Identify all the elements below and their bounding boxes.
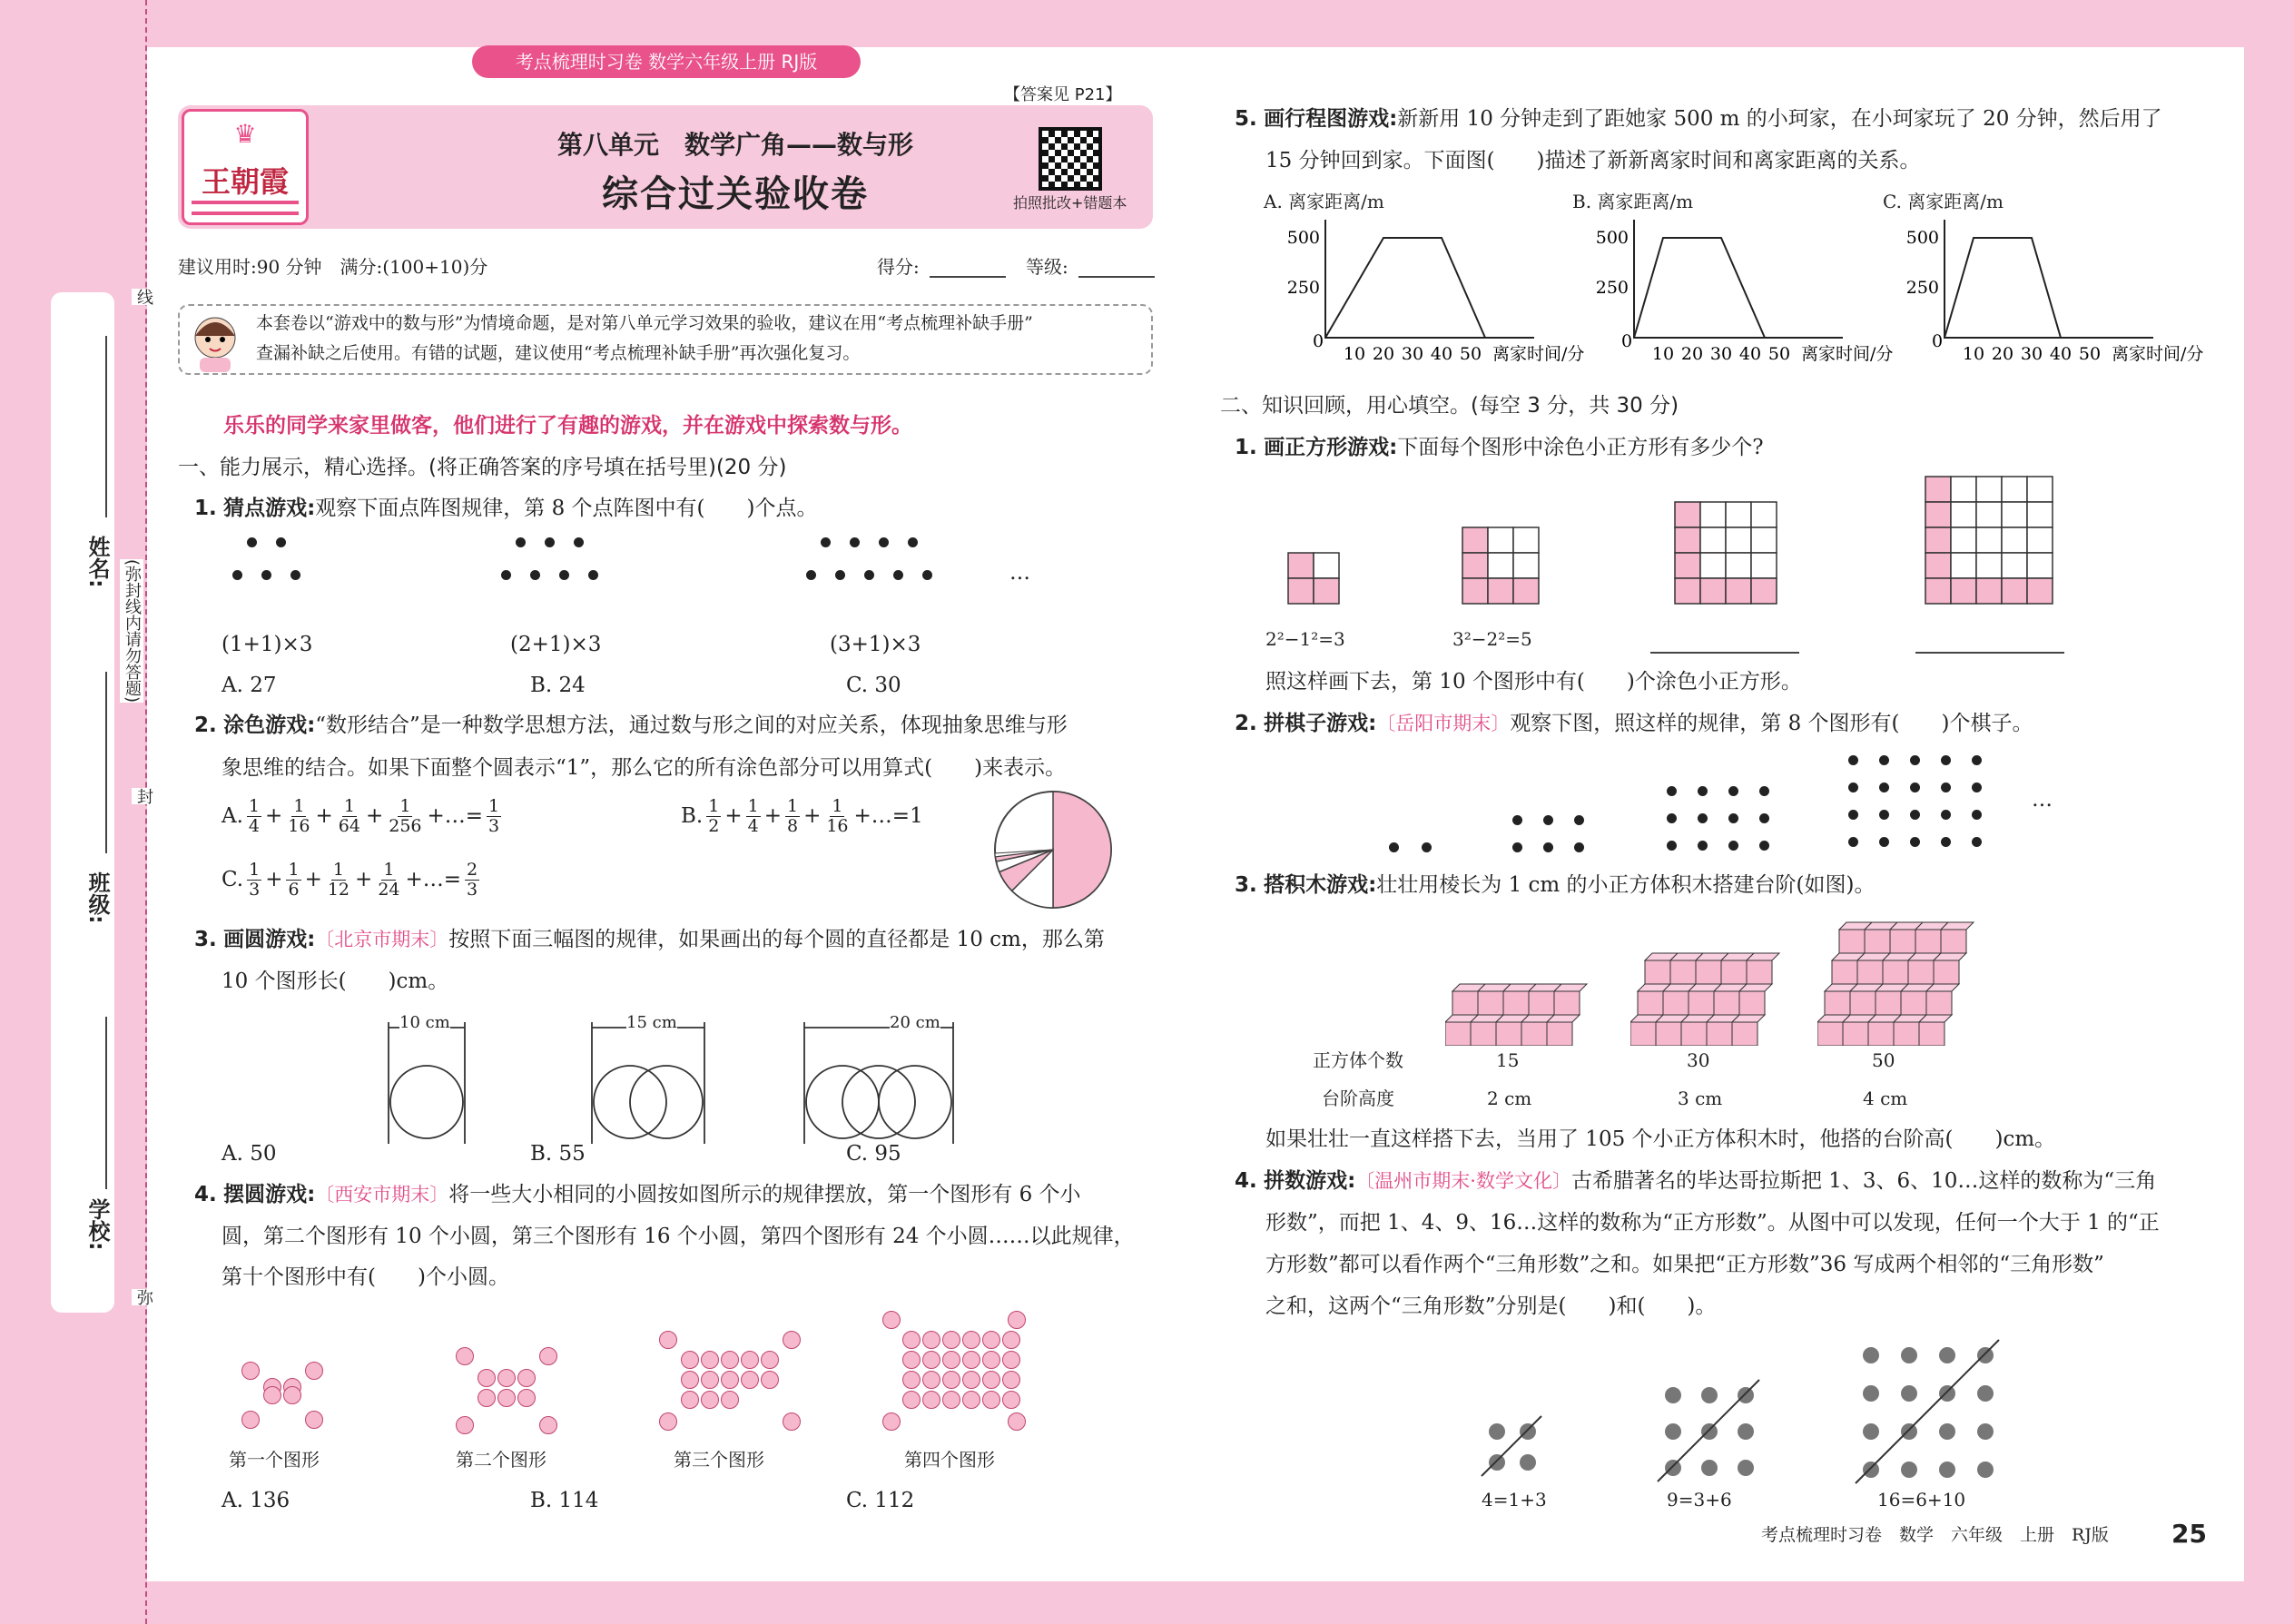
scene-text: 乐乐的同学来家里做客，他们进行了有趣的游戏，并在游戏中探索数与形。 (223, 414, 912, 438)
f2-dot (1728, 841, 1738, 851)
q4-circle (1002, 1391, 1020, 1409)
q5-xtick: 50 (1459, 344, 1482, 364)
q4-circle (962, 1331, 980, 1349)
f2-dot (1543, 815, 1553, 825)
q5-line (1325, 238, 1485, 338)
seal-line (145, 0, 147, 1624)
f2-dot (1698, 786, 1708, 796)
q1-dot (559, 570, 569, 580)
f3-stem: 3. 搭积木游戏:壮壮用棱长为 1 cm 的小正方体积木搭建台阶(如图)。 (1235, 873, 1876, 897)
q3-line-1: 3. 画圆游戏:〔北京市期末〕按照下面三幅图的规律，如果画出的每个圆的直径都是 10 cm，那么第 (194, 928, 1105, 951)
q4-line-3: 第十个图形中有( )个小圆。 (222, 1265, 509, 1289)
class-line (105, 672, 107, 853)
f2-dot (1759, 813, 1769, 823)
q5-xtick: 20 (1372, 344, 1395, 364)
q4-option-c[interactable]: C. 112 (846, 1489, 915, 1512)
q4-circle (497, 1369, 516, 1387)
f2-dot (1848, 782, 1858, 792)
q5-xtick: 50 (2078, 344, 2102, 364)
q4-circle (902, 1371, 921, 1389)
grade-field[interactable] (1078, 276, 1155, 278)
q1-dot (290, 570, 300, 580)
footer-text: 考点梳理时习卷 数学 六年级 上册 RJ版 (1761, 1525, 2109, 1545)
qr-caption: 拍照批改+错题本 (1013, 194, 1127, 212)
f2-dot (1910, 837, 1920, 847)
f2-dot (1972, 837, 1982, 847)
q4-circle (902, 1351, 921, 1369)
q1-option-a[interactable]: A. 27 (222, 674, 277, 697)
f1-grid (1925, 476, 2053, 605)
f2-dot (1848, 837, 1858, 847)
q1-dot (232, 570, 242, 580)
q1-dot (922, 570, 932, 580)
q4-label-2: 第二个图形 (456, 1449, 546, 1471)
f1-blank-3[interactable] (1650, 652, 1799, 654)
f2-dot (1759, 786, 1769, 796)
f3-row-height-label: 台阶高度 (1322, 1088, 1394, 1109)
f4-diagonal (1852, 1336, 2003, 1487)
q5-ytick: 500 (1905, 228, 1939, 248)
f2-dot (1941, 837, 1951, 847)
q4-circle (1008, 1311, 1026, 1329)
f4-diagonal (1478, 1412, 1545, 1480)
q5-ytick: 500 (1595, 228, 1629, 248)
f2-dot (1848, 755, 1858, 765)
q1-dot (545, 537, 555, 547)
intro-line-2: 查漏补缺之后使用。有错的试题，建议使用“考点梳理补缺手册”再次强化复习。 (256, 343, 861, 363)
f2-dot (1910, 782, 1920, 792)
f4-eq-3: 16=6+10 (1877, 1489, 1966, 1511)
q5-line-2: 15 分钟回到家。下面图( )描述了新新离家时间和离家距离的关系。 (1265, 149, 1921, 172)
f2-dot (1972, 782, 1982, 792)
f2-dot (1512, 815, 1522, 825)
f2-dot (1879, 837, 1889, 847)
f3-answer-line: 如果壮壮一直这样搭下去，当用了 105 个小正方体积木时，他搭的台阶高( )cm。 (1265, 1127, 2056, 1151)
q5-chart-ylabel: C. 离家距离/m (1883, 191, 2004, 212)
f3-count-3: 50 (1872, 1049, 1895, 1071)
q1-dot (893, 570, 903, 580)
q4-circle (305, 1362, 323, 1380)
q5-ytick: 250 (1905, 278, 1939, 298)
q1-dot (821, 537, 831, 547)
name-label: 姓名: (84, 536, 110, 588)
q2-line-1: 2. 涂色游戏:“数形结合”是一种数学思想方法，通过数与形之间的对应关系，体现抽象思维与形 (194, 714, 1068, 737)
q4-circle (962, 1391, 980, 1409)
logo-stripes (192, 201, 299, 215)
f2-dot (1879, 782, 1889, 792)
q4-circle (701, 1371, 719, 1389)
q4-circle (1008, 1412, 1026, 1431)
q1-dot (574, 537, 584, 547)
q4-circle (942, 1331, 960, 1349)
q4-circle (263, 1386, 281, 1404)
q4-circle (721, 1391, 739, 1409)
logo-text: 王朝霞 (201, 164, 289, 199)
q1-stem: 1. 猜点游戏:观察下面点阵图规律，第 8 个点阵图中有( )个点。 (194, 497, 818, 520)
q4-circle (902, 1391, 921, 1409)
q4-circle (659, 1331, 677, 1349)
q1-label-1: (1+1)×3 (222, 633, 313, 656)
f2-dot (1543, 842, 1553, 852)
q5-chart-a (1253, 212, 1598, 367)
q4-circle (783, 1331, 801, 1349)
q4-circle (681, 1351, 699, 1369)
q4-circle (721, 1351, 739, 1369)
q4-circle (761, 1351, 779, 1369)
q4-circle (701, 1351, 719, 1369)
q1-dot (850, 537, 860, 547)
f3-height-3: 4 cm (1863, 1088, 1908, 1109)
q5-xtick: 10 (1343, 344, 1366, 364)
q4-circle (741, 1371, 759, 1389)
f2-dot (1574, 842, 1584, 852)
f2-dot (1667, 786, 1677, 796)
f2-dot (1512, 842, 1522, 852)
q4-line-1: 4. 摆圆游戏:〔西安市期末〕将一些大小相同的小圆按如图所示的规律摆放，第一个图形有 6 个小 (194, 1183, 1081, 1206)
seal-notice: (弥封线内请勿答题) (120, 559, 143, 703)
f4-line-3: 方形数”都可以看作两个“三角形数”之和。如果把“正方形数”36 写成两个相邻的“三角形数” (1265, 1253, 2104, 1276)
f4-line-1: 4. 拼数游戏:〔温州市期末·数学文化〕古希腊著名的毕达哥拉斯把 1、3、6、10…这样的数称为“三角 (1235, 1169, 2157, 1193)
q4-circle (783, 1412, 801, 1431)
q5-chart-b (1561, 212, 1906, 367)
q1-dot (530, 570, 540, 580)
q5-xtick: 40 (1430, 344, 1453, 364)
f1-answer-line: 照这样画下去，第 10 个图形中有( )个涂色小正方形。 (1265, 670, 1802, 694)
f2-dot (1698, 813, 1708, 823)
q1-dot (588, 570, 598, 580)
name-line (105, 336, 107, 517)
q4-circle (478, 1369, 496, 1387)
q1-dot (501, 570, 511, 580)
q4-circle (982, 1351, 1000, 1369)
f2-dot (1667, 841, 1677, 851)
f1-grid (1674, 501, 1777, 605)
time-info: 建议用时:90 分钟 满分:(100+10)分 (178, 256, 488, 278)
f2-dot (1389, 842, 1399, 852)
f1-blank-4[interactable] (1915, 652, 2064, 654)
q1-dot (879, 537, 889, 547)
f1-grid (1462, 527, 1540, 605)
q4-line-2: 圆，第二个图形有 10 个小圆，第三个图形有 16 个小圆，第四个图形有 24 个小圆……以此规律， (222, 1225, 1135, 1248)
q4-circle (517, 1369, 536, 1387)
school-line (105, 1017, 107, 1189)
q4-circle (456, 1416, 474, 1434)
q4-circle (922, 1331, 940, 1349)
q5-xtick: 50 (1767, 344, 1791, 364)
q1-label-2: (2+1)×3 (510, 633, 602, 656)
section-2-title: 二、知识回顾，用心填空。(每空 3 分，共 30 分) (1220, 394, 1679, 418)
f1-eq-1: 2²−1²=3 (1265, 628, 1345, 650)
f2-stem: 2. 拼棋子游戏:〔岳阳市期末〕观察下图，照这样的规律，第 8 个图形有( )个棋子。 (1235, 712, 2033, 735)
f2-dot (1422, 842, 1432, 852)
series-banner: 考点梳理时习卷 数学六年级上册 RJ版 (472, 45, 861, 78)
q4-circle (882, 1311, 901, 1329)
q5-chart-ylabel: A. 离家距离/m (1264, 191, 1384, 212)
q4-circle (305, 1411, 323, 1429)
q2-option-c[interactable]: C. 1 3 + $\frac{1}{6}$ + $\frac{1}{12}$ + $\frac{1}{24}$ +…= $\frac{2}{3}$ (222, 860, 478, 900)
q4-circle (962, 1371, 980, 1389)
q3-line-2: 10 个图形长( )cm。 (222, 969, 449, 993)
q1-option-c[interactable]: C. 30 (846, 674, 901, 697)
page-number: 25 (2171, 1519, 2207, 1549)
q4-circle (922, 1351, 940, 1369)
q2-option-b[interactable]: B. 1 2 + $\frac{1}{4}$ + $\frac{1}{8}$ + $\frac{1}{16}$ +…=1 (681, 796, 923, 836)
q1-dot (864, 570, 874, 580)
q2-line-2: 象思维的结合。如果下面整个圆表示“1”，那么它的所有涂色部分可以用算式( )来表示。 (222, 756, 1067, 780)
q4-circle (241, 1411, 260, 1429)
f3-stair (1630, 891, 1812, 1046)
q4-label-4: 第四个图形 (904, 1449, 995, 1471)
q2-shaded-circle (989, 786, 1117, 913)
q5-origin: 0 (1313, 331, 1324, 351)
q4-label-3: 第三个图形 (674, 1449, 764, 1471)
q4-option-a[interactable]: A. 136 (222, 1489, 290, 1512)
f4-eq-1: 4=1+3 (1482, 1489, 1547, 1511)
q1-ellipsis: … (1009, 561, 1030, 585)
f2-dot (1728, 786, 1738, 796)
q4-circle (942, 1351, 960, 1369)
q4-circle (539, 1416, 557, 1434)
q4-circle (1002, 1371, 1020, 1389)
f2-dot (1667, 813, 1677, 823)
q5-chart-ylabel: B. 离家距离/m (1572, 191, 1694, 212)
q4-circle (539, 1347, 557, 1365)
q5-chart-c (1872, 212, 2217, 367)
f2-dot (1574, 815, 1584, 825)
q4-circle (942, 1371, 960, 1389)
q4-circle (982, 1391, 1000, 1409)
q4-circle (681, 1391, 699, 1409)
q4-circle (741, 1351, 759, 1369)
q5-xunit: 离家时间/分 (1801, 344, 1894, 364)
q4-circle (241, 1362, 260, 1380)
q1-option-b[interactable]: B. 24 (530, 674, 586, 697)
q1-dot (261, 570, 271, 580)
q4-circle (902, 1331, 921, 1349)
f3-count-2: 30 (1687, 1049, 1710, 1071)
seal-char-line: 线 (132, 289, 155, 305)
crown-icon: ♛ (233, 119, 257, 149)
f2-dot (1759, 841, 1769, 851)
q5-ytick: 250 (1595, 278, 1629, 298)
q1-dot (516, 537, 526, 547)
q4-circle (283, 1386, 301, 1404)
intro-line-1: 本套卷以“游戏中的数与形”为情境命题，是对第八单元学习效果的验收，建议在用“考点梳理补缺手册” (256, 313, 1033, 333)
f2-dot (1879, 810, 1889, 820)
q4-circle (517, 1389, 536, 1407)
q4-option-b[interactable]: B. 114 (530, 1489, 599, 1512)
score-label: 得分: (877, 256, 920, 278)
q5-line (1944, 238, 2061, 338)
school-label: 学校: (84, 1198, 110, 1251)
q3-dim-2: 15 cm (626, 1013, 677, 1032)
q1-dot (806, 570, 816, 580)
f2-dot (1910, 810, 1920, 820)
brand-logo (182, 109, 309, 225)
q5-ytick: 250 (1286, 278, 1320, 298)
q4-circle (982, 1331, 1000, 1349)
q3-option-b[interactable]: B. 55 (530, 1142, 586, 1166)
f1-grid (1287, 552, 1340, 605)
q5-xunit: 离家时间/分 (1492, 344, 1585, 364)
q4-circle (962, 1351, 980, 1369)
q3-dim-1: 10 cm (399, 1013, 450, 1032)
f2-dot (1848, 810, 1858, 820)
q5-xtick: 30 (2020, 344, 2043, 364)
q5-ytick: 500 (1286, 228, 1320, 248)
seal-char-seal: 封 (132, 788, 155, 804)
f4-line-4: 之和，这两个“三角形数”分别是( )和( )。 (1265, 1294, 1717, 1318)
q5-origin: 0 (1621, 331, 1633, 351)
q4-circle (478, 1389, 496, 1407)
q1-label-3: (3+1)×3 (830, 633, 921, 656)
f2-dot (1698, 841, 1708, 851)
seal-char-mi: 弥 (132, 1289, 155, 1305)
answer-ref: 【答案见 P21】 (1004, 85, 1122, 104)
q5-xunit: 离家时间/分 (2112, 344, 2204, 364)
f3-stair (1817, 891, 1999, 1046)
q5-xtick: 30 (1709, 344, 1733, 364)
q5-origin: 0 (1932, 331, 1944, 351)
q2-option-a[interactable]: A. 1 4 + $\frac{1}{16}$ + $\frac{1}{64}$ + $\frac{1}{256}$ +…= $\frac{1}{3}$ (222, 796, 500, 836)
f2-dot (1972, 810, 1982, 820)
q5-xtick: 40 (1738, 344, 1762, 364)
q5-xtick: 10 (1962, 344, 1985, 364)
f3-count-1: 15 (1496, 1049, 1520, 1071)
q3-option-a[interactable]: A. 50 (222, 1142, 277, 1166)
f1-stem: 1. 画正方形游戏:下面每个图形中涂色小正方形有多少个? (1235, 436, 1764, 459)
section-1-title: 一、能力展示，精心选择。(将正确答案的序号填在括号里)(20 分) (178, 456, 787, 479)
q4-circle (721, 1371, 739, 1389)
q4-circle (882, 1412, 901, 1431)
q4-circle (922, 1391, 940, 1409)
f2-dot (1941, 782, 1951, 792)
f4-diagonal (1654, 1376, 1763, 1485)
q1-dot (835, 570, 845, 580)
f1-eq-2: 3²−2²=5 (1452, 628, 1532, 650)
f4-line-2: 形数”，而把 1、4、9、16…这样的数称为“正方形数”。从图中可以发现，任何一个大于 1 的“正 (1265, 1211, 2160, 1235)
q1-dot (276, 537, 286, 547)
f2-dot (1941, 755, 1951, 765)
f2-dot (1941, 810, 1951, 820)
q4-circle (497, 1389, 516, 1407)
f3-stair (1445, 891, 1627, 1046)
q5-xtick: 20 (1680, 344, 1704, 364)
q4-circle (922, 1371, 940, 1389)
unit-title: 第八单元 数学广角——数与形 (556, 130, 913, 160)
f3-height-1: 2 cm (1487, 1088, 1532, 1109)
q4-circle (761, 1371, 779, 1389)
q1-dot (247, 537, 257, 547)
q3-option-c[interactable]: C. 95 (846, 1142, 901, 1166)
q4-circle (456, 1347, 474, 1365)
f4-eq-2: 9=3+6 (1667, 1489, 1732, 1511)
f3-row-count-label: 正方体个数 (1313, 1049, 1403, 1071)
f2-dot (1728, 813, 1738, 823)
f2-dot (1972, 755, 1982, 765)
q4-circle (1002, 1331, 1020, 1349)
qr-code (1039, 127, 1102, 191)
q5-xtick: 20 (1991, 344, 2014, 364)
q4-circle (701, 1391, 719, 1409)
q4-circle (942, 1391, 960, 1409)
grade-label: 等级: (1026, 256, 1068, 278)
q5-line-1: 5. 画行程图游戏:新新用 10 分钟走到了距她家 500 m 的小珂家，在小珂家玩了 20 分钟，然后用了 (1235, 107, 2162, 131)
q4-circle (659, 1412, 677, 1431)
q4-circle (1002, 1351, 1020, 1369)
q4-circle (681, 1371, 699, 1389)
girl-avatar-icon (187, 305, 243, 374)
q5-xtick: 30 (1401, 344, 1424, 364)
f2-dot (1879, 755, 1889, 765)
class-label: 班级: (84, 871, 110, 924)
f2-dot (1910, 755, 1920, 765)
f3-height-2: 3 cm (1678, 1088, 1723, 1109)
q4-circle (982, 1371, 1000, 1389)
f2-ellipsis: … (2032, 788, 2053, 812)
q5-xtick: 10 (1651, 344, 1675, 364)
q5-line (1634, 238, 1765, 338)
q3-dim-3: 20 cm (890, 1013, 940, 1032)
exam-title: 综合过关验收卷 (602, 173, 869, 215)
q5-xtick: 40 (2049, 344, 2072, 364)
q4-label-1: 第一个图形 (229, 1449, 320, 1471)
score-field[interactable] (930, 276, 1006, 278)
q1-dot (908, 537, 918, 547)
